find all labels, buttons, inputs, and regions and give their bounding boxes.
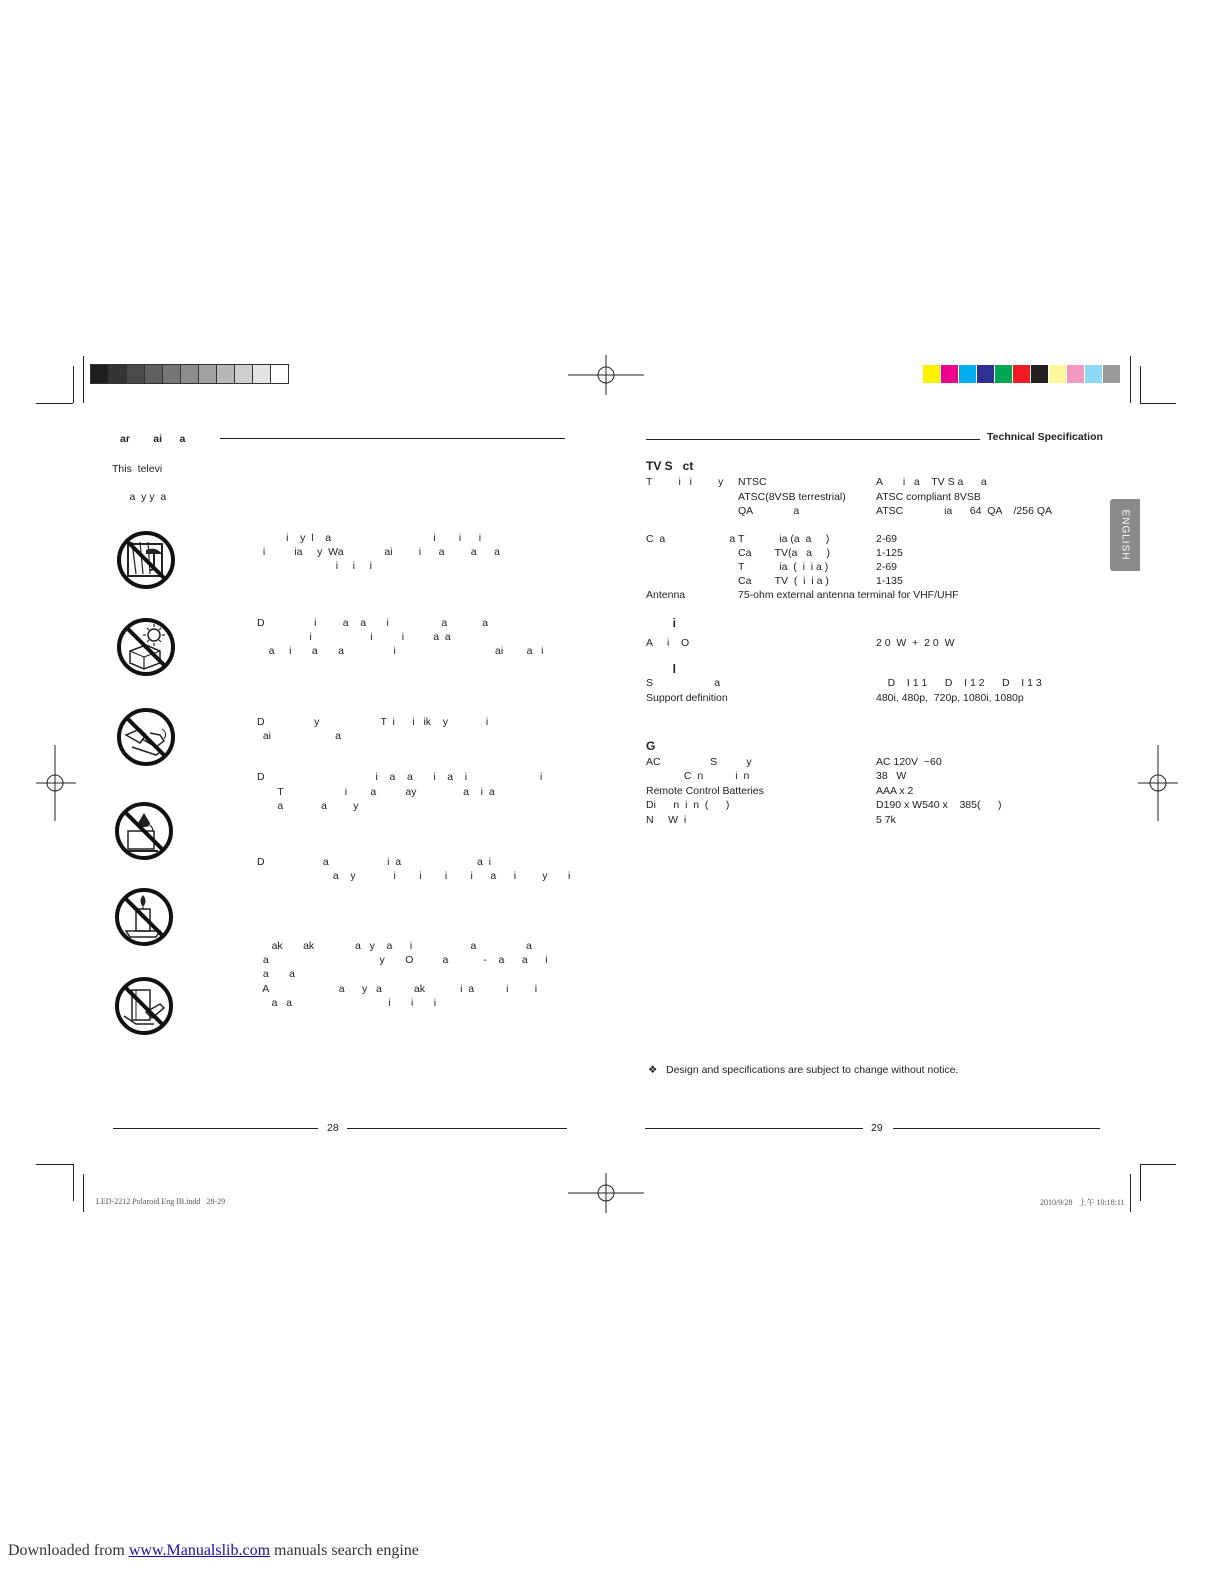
print-file-info: LED-2212 Polaroid Eng IB.indd 28-29	[96, 1197, 226, 1206]
no-hitting-icon	[116, 707, 176, 767]
spec-detail: T ia (a a )	[738, 533, 830, 545]
spec-value: AAA x 2	[876, 785, 914, 797]
warning-line: D i a a i a a	[257, 617, 489, 629]
heading-rule	[220, 438, 565, 439]
spec-label: Remote Control Batteries	[646, 785, 764, 797]
grayscale-swatch	[163, 365, 180, 383]
manualslib-link[interactable]: www.Manualslib.com	[128, 1542, 271, 1559]
spec-label: Antenna	[646, 589, 686, 601]
process-color-swatch	[923, 365, 940, 383]
warning-line: T i a ay a i a	[257, 786, 495, 798]
spec-value: D190 x W540 x 385( )	[876, 799, 1002, 811]
registration-mark-bottom	[568, 1173, 644, 1213]
warning-line: D y T i i ik y i	[257, 716, 489, 728]
spec-value: D I 1 1 D I 1 2 D I 1 3	[876, 677, 1042, 689]
page-number: 28	[327, 1122, 339, 1134]
grayscale-swatch	[181, 365, 198, 383]
warning-line: i i i	[257, 560, 372, 572]
process-color-swatch	[1085, 365, 1102, 383]
spec-value: 1-135	[876, 575, 903, 587]
spec-value: 1-125	[876, 547, 903, 559]
spec-value: ATSC ia 64 QA /256 QA	[876, 505, 1053, 517]
process-color-swatch	[995, 365, 1012, 383]
grayscale-swatch	[217, 365, 234, 383]
left-page-heading: ar ai a	[120, 433, 186, 445]
spec-label: C a a	[646, 533, 736, 545]
spec-label: TV S ct	[646, 459, 694, 473]
page-number-rule-right	[893, 1128, 1100, 1129]
page-number: 29	[871, 1122, 883, 1134]
spec-label: T i i y	[646, 476, 724, 488]
spec-value: AC 120V ~60	[876, 756, 942, 768]
spec-label: S a	[646, 677, 721, 689]
spec-label: N W i	[646, 814, 687, 826]
warning-line: i y l a i i i	[257, 532, 482, 544]
intro-line: This televi	[112, 463, 163, 475]
grayscale-swatch	[199, 365, 216, 383]
spec-value: 480i, 480p, 720p, 1080i, 1080p	[876, 692, 1024, 704]
warning-line: a y O a - a a i	[257, 954, 548, 966]
spec-value: 5 7k	[876, 814, 896, 826]
registration-mark-right	[1138, 745, 1178, 821]
spec-label: A i O	[646, 637, 690, 649]
warning-line: a a i i i	[257, 997, 437, 1009]
page-number-rule-right	[347, 1128, 567, 1129]
process-color-swatch	[1013, 365, 1030, 383]
language-tab-label: ENGLISH	[1119, 509, 1131, 561]
spec-detail: Ca TV(a a )	[738, 547, 830, 559]
spec-label: AC S y	[646, 756, 752, 768]
grayscale-swatch	[235, 365, 252, 383]
grayscale-swatch	[91, 365, 108, 383]
process-color-swatch	[1049, 365, 1066, 383]
no-liquid-icon	[114, 801, 174, 861]
process-color-swatch	[1103, 365, 1120, 383]
registration-mark-top	[568, 355, 644, 395]
header-rule	[646, 439, 980, 440]
spec-detail: ATSC(8VSB terrestrial)	[738, 491, 846, 503]
spec-label: l	[646, 662, 677, 676]
process-color-swatch	[1031, 365, 1048, 383]
spec-detail: QA a	[738, 505, 800, 517]
no-disassembly-icon	[114, 976, 174, 1036]
registration-mark-left	[36, 745, 76, 821]
print-date-info: 2010/9/28 上午 10:18:11	[1040, 1198, 1125, 1207]
process-color-swatch	[977, 365, 994, 383]
no-sunlight-icon	[116, 617, 176, 677]
warning-line: a y i i i i a i y i	[257, 870, 571, 882]
warning-line: i ia y Wa ai i a a a	[257, 546, 500, 558]
download-footer	[8, 1542, 419, 1560]
footer-prefix: Downloaded from	[8, 1542, 129, 1559]
spec-label: C n i n	[646, 770, 750, 782]
warning-line: ak ak a y a i a a	[257, 940, 532, 952]
warning-line: i i i a a	[257, 631, 451, 643]
spec-value: 38 W	[876, 770, 907, 782]
spec-detail: 75-ohm external antenna terminal for VHF/UHF	[738, 589, 959, 601]
warning-line: a a	[257, 968, 295, 980]
spec-label: G	[646, 739, 656, 753]
spec-detail: Ca TV ( i i a )	[738, 575, 829, 587]
spec-detail: T ia ( i i a )	[738, 561, 829, 573]
no-fire-icon	[114, 887, 174, 947]
spec-value: 2 0 W + 2 0 W	[876, 637, 955, 649]
grayscale-swatch	[145, 365, 162, 383]
spec-value: A i a TV S a a	[876, 476, 987, 488]
spec-value: ATSC compliant 8VSB	[876, 491, 981, 503]
no-rain-icon	[116, 530, 176, 590]
grayscale-swatch	[271, 365, 288, 383]
spec-change-note: Design and specifications are subject to change without notice.	[666, 1064, 959, 1076]
process-color-swatch	[941, 365, 958, 383]
warning-line: a a y	[257, 800, 359, 812]
warning-line: ai a	[257, 730, 342, 742]
spec-value: 2-69	[876, 533, 898, 545]
footer-suffix: manuals search engine	[270, 1542, 419, 1559]
process-color-swatch	[1067, 365, 1084, 383]
page-number-rule-left	[645, 1128, 863, 1129]
grayscale-swatch	[109, 365, 126, 383]
grayscale-swatch	[253, 365, 270, 383]
spec-label: i	[646, 616, 677, 630]
page-number-rule-left	[113, 1128, 318, 1129]
note-bullet: ❖	[648, 1064, 658, 1076]
warning-line: D a i a a i	[257, 856, 491, 868]
spec-label: Di n i n ( )	[646, 799, 730, 811]
process-color-swatch	[959, 365, 976, 383]
grayscale-swatch	[127, 365, 144, 383]
warning-line: a i a a i ai a i	[257, 645, 544, 657]
language-tab	[1110, 499, 1140, 571]
page-header-title: Technical Specification	[987, 431, 1103, 443]
intro-line: a y y a	[112, 491, 167, 503]
spec-value: 2-69	[876, 561, 898, 573]
warning-line: A a y a ak i a i i	[257, 983, 538, 995]
warning-line: D i a a i a i i	[257, 771, 543, 783]
spec-detail: NTSC	[738, 476, 767, 488]
spec-label: Support definition	[646, 692, 728, 704]
